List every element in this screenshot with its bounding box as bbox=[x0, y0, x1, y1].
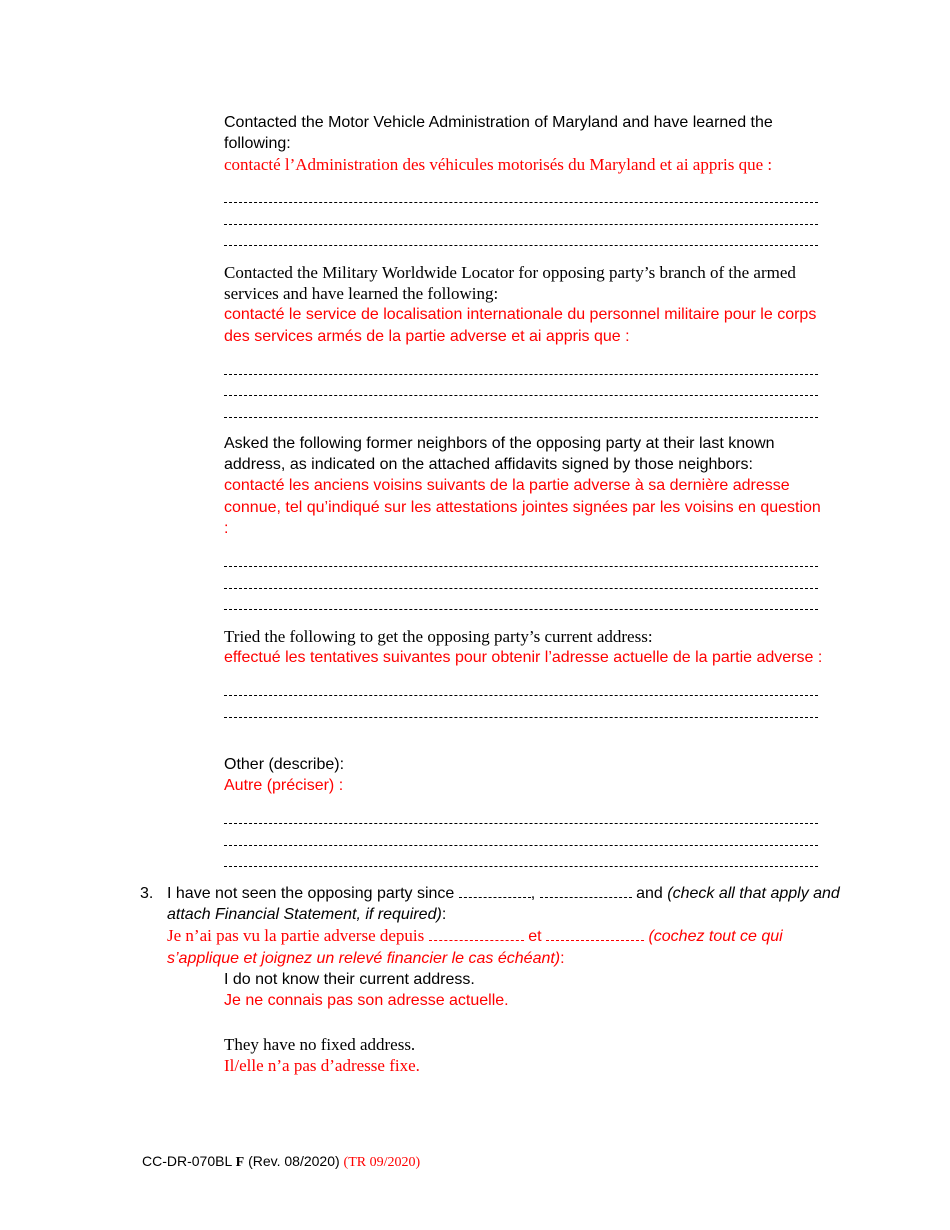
item-3-french bbox=[167, 925, 840, 969]
answer-line[interactable] bbox=[224, 353, 818, 375]
answer-line[interactable] bbox=[224, 396, 818, 418]
form-language: F bbox=[235, 1155, 245, 1170]
item-3-english-text: I have not seen the opposing party since bbox=[167, 885, 455, 902]
answer-line[interactable] bbox=[224, 375, 818, 397]
section-military-french: contacté le service de localisation internationale du personnel militaire pour le corps des services armés de la partie adverse et ai appris que : bbox=[224, 306, 817, 345]
date-blank-french-2[interactable] bbox=[546, 926, 644, 941]
date-year-blank[interactable] bbox=[540, 883, 632, 898]
item-number: 3. bbox=[140, 885, 154, 902]
form-code: CC-DR-070BL bbox=[142, 1153, 232, 1169]
et-text: et bbox=[528, 928, 542, 945]
section-other-english: Other (describe): bbox=[224, 756, 345, 773]
colon: : bbox=[441, 906, 447, 923]
form-translation-revision: (TR 09/2020) bbox=[343, 1155, 421, 1170]
section-tried-english: Tried the following to get the opposing party’s current address: bbox=[224, 627, 653, 646]
section-military-locator bbox=[224, 262, 824, 418]
section-other bbox=[224, 754, 824, 867]
answer-line[interactable] bbox=[224, 203, 818, 225]
section-other-french: Autre (préciser) : bbox=[224, 777, 344, 794]
answer-line[interactable] bbox=[224, 696, 818, 718]
section-military-english: Contacted the Military Worldwide Locator for opposing party’s branch of the armed services and have learned the following: bbox=[224, 263, 796, 303]
answer-line[interactable] bbox=[224, 803, 818, 825]
item-3-english bbox=[167, 883, 840, 925]
section-mva-answer-lines[interactable] bbox=[224, 182, 824, 247]
section-tried bbox=[224, 626, 824, 718]
item-3 bbox=[140, 883, 840, 1076]
option-no-fixed-french: Il/elle n’a pas d’adresse fixe. bbox=[224, 1055, 420, 1075]
section-neighbors-french: contacté les anciens voisins suivants de la partie adverse à sa dernière adresse connue, tel qu’indiqué sur les attestations jointes signées par les voisins en question : bbox=[224, 477, 821, 537]
answer-line[interactable] bbox=[224, 182, 818, 204]
answer-line[interactable] bbox=[224, 675, 818, 697]
section-tried-french: effectué les tentatives suivantes pour obtenir l’adresse actuelle de la partie adverse : bbox=[224, 649, 823, 666]
form-revision: (Rev. 08/2020) bbox=[248, 1153, 340, 1169]
option-no-fixed-address[interactable] bbox=[224, 1034, 840, 1077]
date-month-blank[interactable] bbox=[459, 883, 531, 898]
answer-line[interactable] bbox=[224, 824, 818, 846]
answer-line[interactable] bbox=[224, 546, 818, 568]
option-unknown-french: Je ne connais pas son adresse actuelle. bbox=[224, 992, 509, 1009]
section-other-answer-lines[interactable] bbox=[224, 803, 824, 868]
answer-line[interactable] bbox=[224, 589, 818, 611]
answer-line[interactable] bbox=[224, 567, 818, 589]
answer-line[interactable] bbox=[224, 846, 818, 868]
item-3-french-instruction: (cochez tout ce qui s’applique et joignez un relevé financier le cas échéant) bbox=[167, 928, 783, 967]
section-mva-french: contacté l’Administration des véhicules motorisés du Maryland et ai appris que : bbox=[224, 155, 773, 174]
section-military-answer-lines[interactable] bbox=[224, 353, 824, 418]
answer-line[interactable] bbox=[224, 225, 818, 247]
comma: , bbox=[530, 885, 536, 902]
section-neighbors-english: Asked the following former neighbors of the opposing party at their last known address, as indicated on the attached affidavits signed by those neighbors: bbox=[224, 435, 775, 473]
and-text: and bbox=[636, 885, 663, 902]
option-unknown-address[interactable] bbox=[224, 969, 840, 1012]
option-no-fixed-english: They have no fixed address. bbox=[224, 1034, 416, 1054]
colon: : bbox=[560, 949, 565, 967]
form-footer bbox=[142, 1153, 420, 1171]
item-3-french-text: Je n’ai pas vu la partie adverse depuis bbox=[167, 926, 425, 945]
section-mva bbox=[224, 112, 824, 246]
section-neighbors-answer-lines[interactable] bbox=[224, 546, 824, 611]
section-mva-english: Contacted the Motor Vehicle Administration of Maryland and have learned the following: bbox=[224, 114, 773, 152]
section-tried-answer-lines[interactable] bbox=[224, 675, 824, 718]
section-neighbors bbox=[224, 433, 824, 610]
date-blank-french-1[interactable] bbox=[429, 926, 524, 941]
option-unknown-english: I do not know their current address. bbox=[224, 971, 475, 988]
item-3-english-instruction: (check all that apply and attach Financial Statement, if required) bbox=[167, 885, 840, 923]
